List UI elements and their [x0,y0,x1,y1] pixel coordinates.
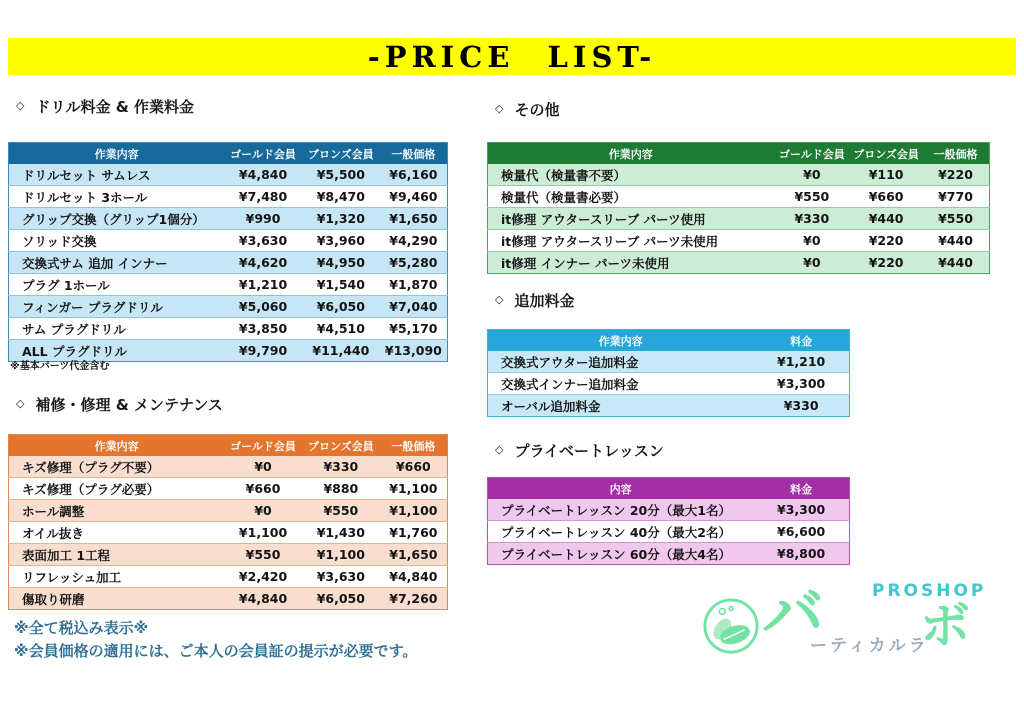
section-heading-text: プライベートレッスン [514,442,664,460]
item-cell: 表面加工 1工程 [9,544,225,566]
item-cell: フィンガー プラグドリル [9,296,225,318]
brand-text-tail: ボ [920,597,970,655]
section-heading-text: ドリル料金 & 作業料金 [35,98,194,116]
price-cell: ¥8,470 [302,186,380,208]
table-header-row [488,330,850,352]
item-cell: it修理 アウタースリーブ パーツ使用 [488,208,774,230]
section-heading-lesson [495,440,664,461]
item-cell: プライベートレッスン 20分（最大1名） [488,499,754,521]
proshop-label: PROSHOP [872,581,987,601]
column-header: ゴールド会員 [773,143,850,165]
item-cell: グリップ交換（グリップ1個分） [9,208,225,230]
price-cell: ¥13,090 [380,340,448,362]
column-header: ゴールド会員 [224,143,302,165]
price-cell: ¥330 [753,395,849,417]
column-header: 一般価格 [922,143,989,165]
column-header: 作業内容 [9,435,225,457]
table-header-row [9,143,448,165]
lesson-price-table [487,477,850,565]
section-heading-additional [495,290,574,311]
price-cell: ¥0 [773,164,850,186]
item-cell: プライベートレッスン 60分（最大4名） [488,543,754,565]
table-row [9,230,448,252]
diamond-bullet: ◇ [495,293,504,306]
column-header: 作業内容 [488,330,754,352]
column-header: ブロンズ会員 [302,143,380,165]
additional-price-table [487,329,850,417]
item-cell: 検量代（検量書必要） [488,186,774,208]
item-cell: 交換式サム 追加 インナー [9,252,225,274]
table-row [9,252,448,274]
price-cell: ¥6,050 [302,588,380,610]
price-cell: ¥1,210 [224,274,302,296]
item-cell: サム プラグドリル [9,318,225,340]
price-cell: ¥3,300 [753,499,849,521]
table-row [9,478,448,500]
table-row [488,521,850,543]
section-heading-repair [16,394,223,415]
price-cell: ¥9,460 [380,186,448,208]
table-row [488,230,990,252]
price-cell: ¥4,840 [380,566,448,588]
table-row [9,544,448,566]
diamond-bullet: ◇ [16,99,25,112]
section-heading-text: 補修・修理 & メンテナンス [35,396,223,414]
leaf-circle-icon [702,597,760,655]
other-price-table [487,142,990,274]
price-cell: ¥4,290 [380,230,448,252]
column-header: 料金 [753,330,849,352]
item-cell: ドリルセット 3ホール [9,186,225,208]
price-cell: ¥880 [302,478,380,500]
item-cell: プラグ 1ホール [9,274,225,296]
table-row [488,543,850,565]
table-row [488,373,850,395]
table-header-row [488,478,850,500]
item-cell: リフレッシュ加工 [9,566,225,588]
price-cell: ¥1,650 [380,208,448,230]
price-cell: ¥6,050 [302,296,380,318]
price-cell: ¥1,100 [380,500,448,522]
price-cell: ¥550 [224,544,302,566]
table-row [488,186,990,208]
column-header: 一般価格 [380,435,448,457]
price-cell: ¥550 [302,500,380,522]
table-row [9,296,448,318]
price-cell: ¥330 [302,456,380,478]
price-cell: ¥550 [922,208,989,230]
item-cell: 交換式アウター追加料金 [488,351,754,373]
column-header: 作業内容 [9,143,225,165]
diamond-bullet: ◇ [495,443,504,456]
price-cell: ¥5,170 [380,318,448,340]
price-cell: ¥1,430 [302,522,380,544]
price-cell: ¥3,630 [302,566,380,588]
price-cell: ¥4,510 [302,318,380,340]
price-cell: ¥660 [380,456,448,478]
column-header: ブロンズ会員 [850,143,922,165]
item-cell: it修理 インナー パーツ未使用 [488,252,774,274]
page-title: -PRICE LIST- [367,39,657,74]
price-cell: ¥3,850 [224,318,302,340]
section-heading-text: その他 [514,101,560,119]
price-cell: ¥1,650 [380,544,448,566]
item-cell: 交換式インナー追加料金 [488,373,754,395]
price-cell: ¥5,280 [380,252,448,274]
price-cell: ¥8,800 [753,543,849,565]
table-row [9,164,448,186]
brand-text-head: バ [762,577,825,650]
item-cell: ソリッド交換 [9,230,225,252]
price-cell: ¥3,630 [224,230,302,252]
table-row [9,186,448,208]
price-cell: ¥1,100 [380,478,448,500]
table-row [488,164,990,186]
table-row [9,588,448,610]
column-header: 作業内容 [488,143,774,165]
price-cell: ¥1,100 [302,544,380,566]
price-cell: ¥770 [922,186,989,208]
column-header: 一般価格 [380,143,448,165]
table-row [488,499,850,521]
item-cell: オイル抜き [9,522,225,544]
table-row [9,456,448,478]
price-cell: ¥0 [224,456,302,478]
table-header-row [9,435,448,457]
price-cell: ¥1,540 [302,274,380,296]
price-cell: ¥6,600 [753,521,849,543]
price-cell: ¥220 [850,252,922,274]
price-cell: ¥1,320 [302,208,380,230]
item-cell: プライベートレッスン 40分（最大2名） [488,521,754,543]
column-header: ブロンズ会員 [302,435,380,457]
price-cell: ¥2,420 [224,566,302,588]
drill-price-table [8,142,448,362]
footer-note-tax: ※全て税込み表示※ [14,619,149,637]
column-header: 内容 [488,478,754,500]
table-row [9,208,448,230]
column-header: 料金 [753,478,849,500]
price-cell: ¥440 [922,230,989,252]
drill-table-footnote: ※基本パーツ代金含む [10,361,110,372]
shop-logo [700,577,1018,693]
price-cell: ¥7,040 [380,296,448,318]
price-cell: ¥7,480 [224,186,302,208]
footer-notes [14,617,417,663]
price-cell: ¥3,300 [753,373,849,395]
price-cell: ¥4,620 [224,252,302,274]
repair-price-table [8,434,448,610]
item-cell: it修理 アウタースリーブ パーツ未使用 [488,230,774,252]
table-row [9,274,448,296]
column-header: ゴールド会員 [224,435,302,457]
price-cell: ¥220 [850,230,922,252]
price-cell: ¥660 [224,478,302,500]
item-cell: オーバル追加料金 [488,395,754,417]
price-cell: ¥0 [773,230,850,252]
item-cell: 傷取り研磨 [9,588,225,610]
price-cell: ¥550 [773,186,850,208]
price-cell: ¥5,060 [224,296,302,318]
price-cell: ¥9,790 [224,340,302,362]
price-cell: ¥3,960 [302,230,380,252]
section-heading-other [495,99,559,120]
item-cell: キズ修理（プラグ不要） [9,456,225,478]
item-cell: 検量代（検量書不要） [488,164,774,186]
table-row [488,252,990,274]
price-cell: ¥1,760 [380,522,448,544]
table-row [9,500,448,522]
price-cell: ¥110 [850,164,922,186]
table-row [488,395,850,417]
table-row [488,208,990,230]
price-cell: ¥990 [224,208,302,230]
price-cell: ¥4,840 [224,588,302,610]
item-cell: ALL プラグドリル [9,340,225,362]
price-cell: ¥660 [850,186,922,208]
table-row [488,351,850,373]
price-cell: ¥4,950 [302,252,380,274]
price-cell: ¥1,870 [380,274,448,296]
brand-text-mid: ーティカルラ [810,636,929,656]
price-cell: ¥0 [773,252,850,274]
title-banner [8,38,1016,75]
price-cell: ¥330 [773,208,850,230]
price-cell: ¥440 [850,208,922,230]
table-row [9,566,448,588]
section-heading-text: 追加料金 [514,292,575,310]
table-row [9,318,448,340]
price-cell: ¥7,260 [380,588,448,610]
price-cell: ¥1,210 [753,351,849,373]
price-cell: ¥220 [922,164,989,186]
price-cell: ¥11,440 [302,340,380,362]
diamond-bullet: ◇ [495,102,504,115]
price-cell: ¥440 [922,252,989,274]
price-cell: ¥0 [224,500,302,522]
price-cell: ¥1,100 [224,522,302,544]
price-cell: ¥6,160 [380,164,448,186]
table-row [9,522,448,544]
item-cell: ホール調整 [9,500,225,522]
section-heading-drill [16,96,194,117]
item-cell: ドリルセット サムレス [9,164,225,186]
price-cell: ¥4,840 [224,164,302,186]
item-cell: キズ修理（プラグ必要） [9,478,225,500]
table-header-row [488,143,990,165]
footer-note-membership: ※会員価格の適用には、ご本人の会員証の提示が必要です。 [14,642,418,660]
diamond-bullet: ◇ [16,397,25,410]
price-cell: ¥5,500 [302,164,380,186]
